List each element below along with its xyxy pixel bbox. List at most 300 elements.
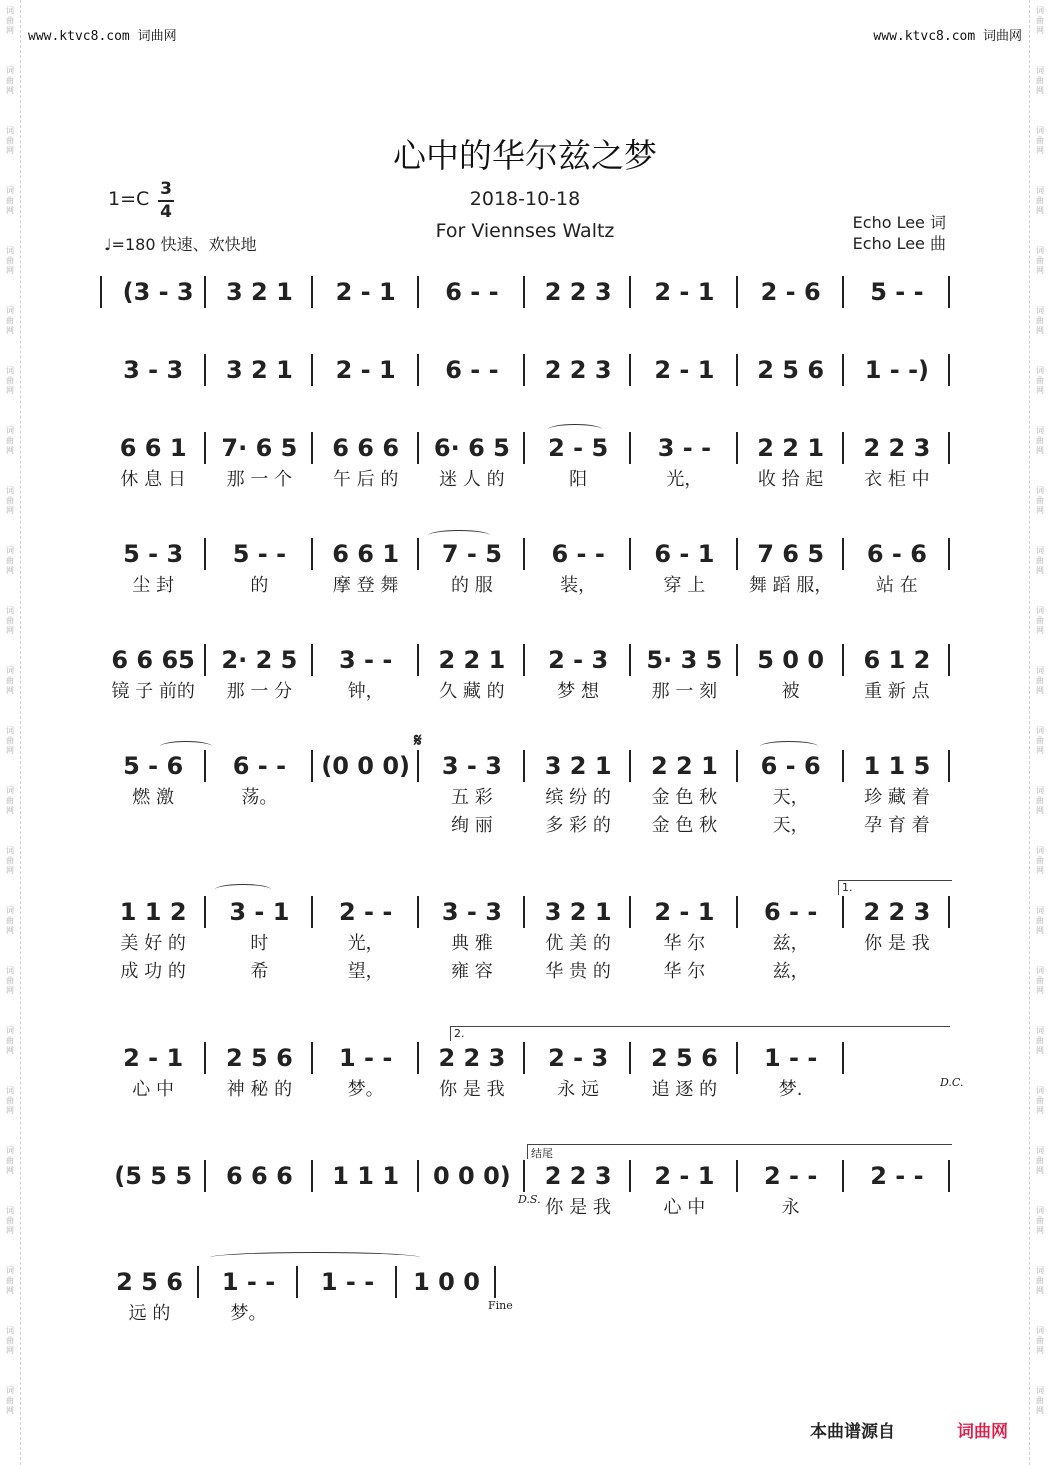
sidebar-watermark-glyph: 曲 — [6, 16, 14, 25]
lyric-segment: 你 是 我 — [864, 933, 930, 954]
lyric-segment: 阳 — [569, 469, 588, 490]
lyrics-verse-1 — [100, 678, 950, 702]
measure: 2 - 1 — [654, 1162, 715, 1190]
lyric-segment: 美 好 的 — [120, 933, 186, 954]
lyrics-verse-1 — [100, 784, 950, 808]
sidebar-watermark-glyph: 词 — [6, 966, 14, 975]
sidebar-watermark-glyph: 网 — [6, 506, 14, 515]
measure: 2 - - — [870, 1162, 924, 1190]
sidebar-watermark-glyph: 词 — [1036, 906, 1044, 915]
sidebar-watermark-glyph: 曲 — [1036, 136, 1044, 145]
sidebar-watermark-glyph: 网 — [6, 26, 14, 35]
sidebar-watermark-glyph: 曲 — [6, 616, 14, 625]
measure: 2 5 6 — [757, 356, 825, 384]
measure: 2 - 3 — [548, 646, 609, 674]
sidebar-watermark-glyph: 词 — [6, 546, 14, 555]
sidebar-watermark-glyph: 网 — [6, 566, 14, 575]
sidebar-watermark-glyph: 曲 — [6, 676, 14, 685]
sidebar-watermark-glyph: 曲 — [6, 1216, 14, 1225]
lyric-segment: 天， — [772, 787, 809, 808]
barline — [494, 1266, 496, 1298]
lyric-segment: 迷 人 的 — [439, 469, 505, 490]
measure: 5 - 3 — [123, 540, 184, 568]
measure: 1 1 1 — [332, 1162, 400, 1190]
slur — [548, 424, 602, 435]
song-subtitle: For Viennses Waltz — [435, 220, 615, 242]
lyricist: Echo Lee 词 — [852, 213, 946, 232]
barline — [948, 896, 950, 928]
measure: 6 - - — [445, 278, 499, 306]
measure: 6 - - — [232, 752, 287, 780]
site-url-right[interactable]: www.ktvc8.com 词曲网 — [873, 29, 1022, 44]
sidebar-watermark-glyph: 网 — [1036, 1346, 1044, 1355]
sidebar-watermark-glyph: 网 — [1036, 326, 1044, 335]
measure: 2 - 1 — [654, 356, 715, 384]
lyric-segment: 尘 封 — [132, 575, 174, 596]
lyric-segment: 的 — [250, 575, 269, 596]
lyric-segment: 兹， — [772, 933, 809, 954]
sidebar-watermark-glyph: 词 — [1036, 786, 1044, 795]
score-line — [100, 350, 950, 390]
lyrics-verse-1 — [100, 930, 950, 954]
lyric-segment: 梦。 — [230, 1303, 267, 1324]
sidebar-watermark-glyph: 曲 — [1036, 616, 1044, 625]
sidebar-watermark-glyph: 曲 — [6, 1396, 14, 1405]
sidebar-watermark-glyph: 网 — [1036, 1166, 1044, 1175]
sidebar-watermark-glyph: 词 — [6, 306, 14, 315]
sidebar-watermark-glyph: 曲 — [6, 196, 14, 205]
measure: 6 6 1 — [332, 540, 400, 568]
lyric-segment: 那 一 分 — [226, 681, 293, 702]
barline — [948, 276, 950, 308]
key-signature: 1=C — [108, 188, 150, 210]
sidebar-watermark-glyph: 曲 — [1036, 1216, 1044, 1225]
segno-icon: 𝄋 — [414, 730, 422, 751]
sidebar-watermark-glyph: 词 — [6, 66, 14, 75]
sidebar-watermark-glyph: 词 — [1036, 366, 1044, 375]
sidebar-watermark-glyph: 曲 — [6, 1156, 14, 1165]
sidebar-watermark-glyph: 网 — [1036, 26, 1044, 35]
measure: 2 2 3 — [544, 278, 612, 306]
measure: 1 - - — [221, 1268, 276, 1296]
measure: 3 2 1 — [225, 278, 293, 306]
sidebar-watermark-glyph: 曲 — [6, 436, 14, 445]
measure: 2 - 1 — [654, 898, 715, 926]
lyric-segment: 雍 容 — [451, 961, 493, 982]
score-line — [100, 272, 950, 312]
sidebar-watermark-glyph: 网 — [6, 626, 14, 635]
footer-site-link[interactable]: 词曲网 — [957, 1422, 1008, 1442]
sidebar-watermark-glyph: 网 — [6, 1106, 14, 1115]
sidebar-watermark-glyph: 网 — [1036, 1406, 1044, 1415]
sidebar-watermark-glyph: 网 — [6, 446, 14, 455]
sidebar-watermark-glyph: 词 — [1036, 1206, 1044, 1215]
measure: 3 - 3 — [441, 898, 502, 926]
barline — [948, 750, 950, 782]
measure: 1 1 2 — [119, 898, 187, 926]
sidebar-watermark-glyph: 曲 — [1036, 436, 1044, 445]
lyric-segment: 你 是 我 — [439, 1079, 505, 1100]
sidebar-watermark-glyph: 网 — [6, 746, 14, 755]
barline — [948, 354, 950, 386]
measure: 1 - - — [320, 1268, 375, 1296]
song-title: 心中的华尔兹之梦 — [393, 136, 657, 175]
ending-1-bracket — [838, 880, 952, 895]
measure: 2 - - — [338, 898, 393, 926]
lyric-segment — [419, 1194, 525, 1218]
lyric-segment: 多 彩 的 — [545, 815, 611, 836]
lyric-segment: 你 是 我 — [545, 1197, 611, 1218]
lyric-segment: 钟， — [347, 681, 384, 702]
measure: 6 1 2 — [863, 646, 931, 674]
lyric-segment: 心 中 — [663, 1197, 706, 1218]
sidebar-watermark-glyph: 曲 — [1036, 1276, 1044, 1285]
lyric-segment: 兹， — [772, 961, 809, 982]
measure: 2 5 6 — [650, 1044, 718, 1072]
measure: 5· 3 5 — [646, 646, 723, 674]
sidebar-watermark-glyph: 网 — [6, 1046, 14, 1055]
lyric-segment: 神 秘 的 — [226, 1079, 293, 1100]
lyric-segment: 优 美 的 — [545, 933, 611, 954]
lyric-segment: 珍 藏 着 — [864, 787, 930, 808]
lyric-segment: 希 — [250, 961, 269, 982]
sidebar-watermark-glyph: 词 — [6, 1326, 14, 1335]
lyric-segment: 华 尔 — [663, 933, 706, 954]
sidebar-watermark-glyph: 曲 — [6, 316, 14, 325]
lyric-segment: 荡。 — [241, 787, 278, 808]
sidebar-watermark-glyph: 网 — [1036, 566, 1044, 575]
measure: 2 - - — [763, 1162, 818, 1190]
lyric-segment — [298, 1300, 397, 1324]
sidebar-watermark-glyph: 网 — [1036, 626, 1044, 635]
sidebar-watermark-glyph: 词 — [6, 846, 14, 855]
sidebar-watermark-glyph: 网 — [6, 206, 14, 215]
sidebar-watermark-glyph: 词 — [6, 1266, 14, 1275]
lyric-segment: 永 远 — [557, 1079, 599, 1100]
measure: 0 0 0) — [432, 1162, 511, 1190]
lyric-segment — [397, 1300, 496, 1324]
sidebar-watermark-glyph: 网 — [6, 1286, 14, 1295]
slur — [760, 741, 818, 752]
sidebar-watermark-glyph: 网 — [6, 986, 14, 995]
sidebar-watermark-glyph: 网 — [6, 1406, 14, 1415]
lyric-segment: 缤 纷 的 — [545, 787, 611, 808]
measure: 3 - 3 — [123, 356, 184, 384]
measure: 5 - - — [232, 540, 287, 568]
barline — [948, 432, 950, 464]
barline — [948, 538, 950, 570]
score-line — [100, 892, 950, 932]
measure: 2 2 3 — [863, 898, 931, 926]
measure: 2 2 3 — [544, 1162, 612, 1190]
score-line — [100, 534, 950, 574]
sidebar-watermark-glyph: 网 — [1036, 1046, 1044, 1055]
sidebar-watermark-glyph: 词 — [1036, 426, 1044, 435]
lyric-segment: 天， — [772, 815, 809, 836]
measure: 2 - 1 — [123, 1044, 184, 1072]
score-line — [100, 1156, 950, 1196]
site-url-left[interactable]: www.ktvc8.com 词曲网 — [28, 29, 177, 44]
ending-2-label: 2. — [454, 1027, 465, 1040]
measure: 3 - - — [657, 434, 712, 462]
sidebar-watermark-glyph: 曲 — [1036, 256, 1044, 265]
sidebar-watermark-glyph: 词 — [6, 1086, 14, 1095]
slur — [210, 1252, 420, 1263]
sidebar-watermark-glyph: 词 — [1036, 186, 1044, 195]
sidebar-watermark-glyph: 词 — [1036, 1086, 1044, 1095]
measure: 2· 2 5 — [221, 646, 298, 674]
slur — [160, 741, 212, 752]
lyric-segment: 舞 蹈 服， — [748, 575, 833, 596]
lyric-segment: 梦. — [778, 1079, 803, 1100]
measure: 5 0 0 — [757, 646, 825, 674]
lyric-segment: 时 — [250, 933, 269, 954]
barline — [842, 1042, 844, 1074]
lyric-segment — [844, 1194, 950, 1218]
lyric-segment: 收 拾 起 — [757, 469, 824, 490]
lyric-segment — [206, 812, 312, 836]
sidebar-watermark-glyph: 曲 — [1036, 376, 1044, 385]
lyric-segment: 梦 想 — [557, 681, 599, 702]
lyric-segment: 金 色 秋 — [651, 815, 718, 836]
sidebar-watermark-glyph: 网 — [1036, 386, 1044, 395]
sidebar-watermark-glyph: 词 — [1036, 726, 1044, 735]
lyric-segment: 久 藏 的 — [439, 681, 505, 702]
sidebar-watermark-glyph: 网 — [6, 386, 14, 395]
measure: 3 - 3 — [441, 752, 502, 780]
measure: 2 2 1 — [438, 646, 506, 674]
sidebar-watermark-glyph: 曲 — [1036, 976, 1044, 985]
sidebar-watermark-glyph: 词 — [6, 1206, 14, 1215]
sidebar-watermark-glyph: 词 — [1036, 846, 1044, 855]
sidebar-watermark-glyph: 网 — [6, 1226, 14, 1235]
sidebar-watermark-glyph: 词 — [6, 1386, 14, 1395]
measure: 6 - - — [763, 898, 818, 926]
lyric-segment — [100, 1194, 206, 1218]
measure: 2 - 1 — [335, 278, 396, 306]
lyric-segment: 追 逐 的 — [651, 1079, 718, 1100]
sidebar-watermark-glyph: 词 — [1036, 1386, 1044, 1395]
sidebar-watermark-glyph: 网 — [6, 146, 14, 155]
sidebar-watermark-glyph: 网 — [1036, 686, 1044, 695]
measure: (5 5 5 — [114, 1162, 193, 1190]
measure: 1 - -) — [864, 356, 930, 384]
lyric-segment: 的 服 — [451, 575, 493, 596]
sidebar-watermark-glyph: 曲 — [6, 76, 14, 85]
sidebar-watermark-glyph: 词 — [1036, 666, 1044, 675]
sidebar-watermark-glyph: 词 — [1036, 606, 1044, 615]
measure: 2 - 1 — [335, 356, 396, 384]
measure: 2 2 3 — [438, 1044, 506, 1072]
sidebar-watermark-glyph: 曲 — [1036, 1336, 1044, 1345]
lyric-segment: 典 雅 — [451, 933, 493, 954]
measure: 3 - - — [338, 646, 393, 674]
lyric-segment: 午 后 的 — [332, 469, 399, 490]
footer-source: 本曲谱源自 — [810, 1422, 895, 1442]
measure: (0 0 0) — [321, 752, 410, 780]
lyrics-verse-1 — [100, 466, 950, 490]
lyric-segment: 休 息 日 — [120, 469, 186, 490]
measure: 1 1 5 — [863, 752, 931, 780]
sidebar-watermark-glyph: 词 — [1036, 1266, 1044, 1275]
measure: 6 - 6 — [866, 540, 927, 568]
ending-1-label: 1. — [842, 881, 853, 894]
lyric-segment: 装， — [560, 575, 597, 596]
measure: 6 - 1 — [654, 540, 715, 568]
measure: 6 - 6 — [760, 752, 821, 780]
sidebar-watermark-glyph: 词 — [6, 1026, 14, 1035]
lyric-segment: 梦。 — [347, 1079, 384, 1100]
lyric-segment: 望， — [347, 961, 384, 982]
sidebar-watermark-glyph: 曲 — [6, 136, 14, 145]
sidebar-watermark-glyph: 曲 — [1036, 736, 1044, 745]
sidebar-watermark-glyph: 曲 — [6, 856, 14, 865]
coda-label: 结尾 — [531, 1147, 553, 1160]
sidebar-watermark-glyph: 词 — [6, 1146, 14, 1155]
sidebar-watermark-glyph: 网 — [6, 926, 14, 935]
sidebar-watermark-glyph: 曲 — [1036, 556, 1044, 565]
sidebar-watermark-glyph: 网 — [1036, 866, 1044, 875]
measure: 1 - - — [338, 1044, 393, 1072]
sidebar-watermark-glyph: 网 — [1036, 266, 1044, 275]
sidebar-watermark-glyph: 网 — [6, 1166, 14, 1175]
score-line — [100, 1262, 950, 1302]
measure: 6 6 6 — [332, 434, 400, 462]
measure: 2 2 3 — [544, 356, 612, 384]
sidebar-watermark-glyph: 曲 — [6, 496, 14, 505]
sidebar-watermark-glyph: 网 — [6, 326, 14, 335]
lyrics-verse-1 — [100, 572, 950, 596]
sidebar-watermark-glyph: 曲 — [1036, 1156, 1044, 1165]
song-date: 2018-10-18 — [469, 188, 581, 210]
sidebar-watermark-glyph: 词 — [6, 126, 14, 135]
sidebar-watermark-glyph: 曲 — [6, 1336, 14, 1345]
sidebar-watermark-glyph: 词 — [1036, 1026, 1044, 1035]
ds-mark: D.S. — [518, 1193, 541, 1206]
measure: 3 - 1 — [229, 898, 290, 926]
sidebar-watermark-glyph: 词 — [6, 666, 14, 675]
lyric-segment: 永 — [781, 1197, 800, 1218]
measure: 1 0 0 — [413, 1268, 480, 1296]
sidebar-watermark-glyph: 网 — [1036, 506, 1044, 515]
lyric-segment: 华 贵 的 — [545, 961, 611, 982]
sidebar-watermark-glyph: 曲 — [6, 736, 14, 745]
measure: 3 2 1 — [225, 356, 293, 384]
lyric-segment: 华 尔 — [663, 961, 706, 982]
sidebar-watermark-glyph: 网 — [1036, 146, 1044, 155]
measure: 2 2 1 — [757, 434, 825, 462]
measure: 6 6 6 — [225, 1162, 293, 1190]
fine-mark: Fine — [488, 1299, 513, 1312]
lyric-segment: 燃 激 — [132, 787, 174, 808]
lyric-segment — [100, 812, 206, 836]
lyric-segment: 镜 子 前的 — [111, 681, 195, 702]
sidebar-watermark-glyph: 曲 — [6, 1096, 14, 1105]
lyric-segment: 光， — [666, 469, 703, 490]
sidebar-watermark-glyph: 词 — [6, 366, 14, 375]
sidebar-watermark-glyph: 网 — [1036, 206, 1044, 215]
sidebar-watermark-glyph: 词 — [1036, 1146, 1044, 1155]
lyric-segment: 心 中 — [132, 1079, 174, 1100]
lyrics-verse-1 — [100, 1300, 950, 1324]
measure: 2 5 6 — [116, 1268, 183, 1296]
measure: 2 2 1 — [650, 752, 718, 780]
sidebar-watermark-glyph: 词 — [1036, 1326, 1044, 1335]
composer: Echo Lee 曲 — [852, 234, 946, 253]
lyric-segment: 被 — [781, 681, 800, 702]
sidebar-watermark-glyph: 曲 — [1036, 196, 1044, 205]
sidebar-watermark-glyph: 曲 — [1036, 1396, 1044, 1405]
lyrics-verse-1 — [100, 1076, 950, 1100]
lyric-segment — [313, 784, 419, 808]
lyric-segment — [313, 1194, 419, 1218]
sidebar-watermark-glyph: 曲 — [1036, 856, 1044, 865]
sidebar-watermark-glyph: 曲 — [1036, 796, 1044, 805]
sidebar-watermark-glyph: 网 — [1036, 1286, 1044, 1295]
slur — [428, 530, 490, 541]
sidebar-watermark-glyph: 词 — [1036, 126, 1044, 135]
lyric-segment: 孕 育 着 — [864, 815, 930, 836]
score-line — [100, 428, 950, 468]
sidebar-watermark-glyph: 网 — [6, 1346, 14, 1355]
sidebar-watermark-glyph: 网 — [1036, 926, 1044, 935]
score-line — [100, 640, 950, 680]
sidebar-watermark-glyph: 曲 — [1036, 316, 1044, 325]
lyric-segment — [206, 1194, 312, 1218]
credits — [853, 212, 946, 254]
sidebar-watermark-glyph: 曲 — [6, 796, 14, 805]
measure: 2 - 3 — [548, 1044, 609, 1072]
dc-mark: D.C. — [940, 1076, 964, 1089]
sidebar-watermark-glyph: 曲 — [6, 916, 14, 925]
lyric-segment: 摩 登 舞 — [332, 575, 399, 596]
sidebar-watermark-glyph: 词 — [1036, 486, 1044, 495]
sidebar-watermark-glyph: 网 — [1036, 86, 1044, 95]
coda-bracket — [527, 1144, 952, 1159]
sidebar-watermark-glyph: 曲 — [6, 1276, 14, 1285]
sidebar-watermark-glyph: 词 — [6, 6, 14, 15]
sidebar-watermark-glyph: 网 — [1036, 746, 1044, 755]
sidebar-watermark-glyph: 网 — [6, 266, 14, 275]
measure: 2 5 6 — [225, 1044, 293, 1072]
lyric-segment: 光， — [347, 933, 384, 954]
tempo-marking: ♩=180 快速、欢快地 — [104, 235, 257, 254]
score-line — [100, 746, 950, 786]
sidebar-watermark-glyph: 曲 — [6, 256, 14, 265]
measure: 2 - 1 — [654, 278, 715, 306]
lyrics-verse-2 — [100, 812, 950, 836]
sidebar-watermark-glyph: 曲 — [6, 976, 14, 985]
lyric-segment — [844, 958, 950, 982]
lyric-segment: 那 一 个 — [226, 469, 293, 490]
sidebar-watermark-glyph: 曲 — [1036, 1096, 1044, 1105]
barline — [948, 1160, 950, 1192]
sidebar-watermark-glyph: 曲 — [6, 1036, 14, 1045]
sidebar-watermark-glyph: 词 — [1036, 6, 1044, 15]
slur — [215, 884, 271, 895]
ending-2-bracket — [450, 1026, 950, 1041]
measure: 1 - - — [763, 1044, 818, 1072]
sidebar-watermark-glyph: 词 — [1036, 306, 1044, 315]
measure: 6 - - — [445, 356, 499, 384]
measure: 7 6 5 — [757, 540, 825, 568]
sidebar-watermark-glyph: 词 — [1036, 546, 1044, 555]
sidebar-watermark-glyph: 网 — [1036, 1226, 1044, 1235]
sidebar-watermark-glyph: 曲 — [1036, 916, 1044, 925]
sidebar-watermark-glyph: 词 — [6, 486, 14, 495]
measure: 7 - 5 — [441, 540, 502, 568]
lyric-segment: 重 新 点 — [864, 681, 930, 702]
